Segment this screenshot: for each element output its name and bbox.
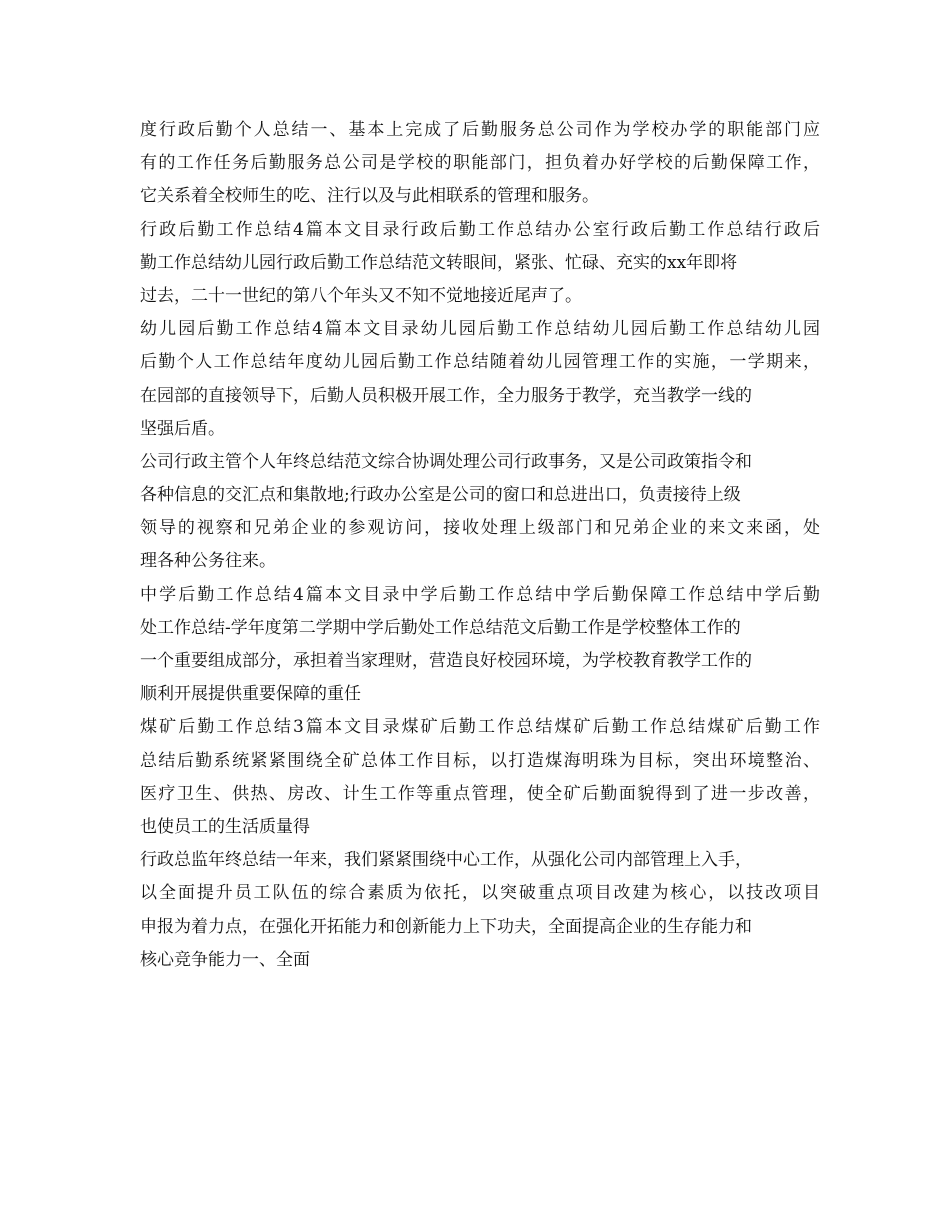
text-line: 以全面提升员工队伍的综合素质为依托，以突破重点项目改建为核心，以技改项目: [140, 883, 820, 904]
text-line: 在园部的直接领导下，后勤人员积极开展工作，全力服务于教学，充当教学一线的: [140, 385, 752, 406]
text-line: 度行政后勤个人总结一、基本上完成了后勤服务总公司作为学校办学的职能部门应: [140, 120, 820, 140]
text-line: 医疗卫生、供热、房改、计生工作等重点管理，使全矿后勤面貌得到了进一步改善，: [140, 783, 820, 804]
document-body: [140, 114, 820, 977]
text-line: 理各种公务往来。: [140, 551, 276, 572]
text-line: 后勤个人工作总结年度幼儿园后勤工作总结随着幼儿园管理工作的实施，一学期来，: [140, 352, 820, 373]
paragraph-3: [140, 313, 820, 446]
text-line: 勤工作总结幼儿园行政后勤工作总结范文转眼间，紧张、忙碌、充实的xx年即将: [140, 252, 738, 273]
text-line: 总结后勤系统紧紧围绕全矿总体工作目标，以打造煤海明珠为目标，突出环境整治、: [140, 750, 820, 771]
text-line: 它关系着全校师生的吃、注行以及与此相联系的管理和服务。: [140, 186, 599, 207]
paragraph-4: [140, 446, 820, 579]
paragraph-1: [140, 114, 820, 214]
text-line: 公司行政主管个人年终总结范文综合协调处理公司行政事务，又是公司政策指令和: [140, 451, 752, 472]
paragraph-6: [140, 711, 820, 844]
text-line: 各种信息的交汇点和集散地;行政办公室是公司的窗口和总进出口，负责接待上级: [140, 485, 741, 506]
text-line: 核心竞争能力一、全面: [140, 949, 310, 970]
text-line: 一个重要组成部分，承担着当家理财，营造良好校园环境，为学校教育教学工作的: [140, 651, 752, 671]
text-line: 顺利开展提供重要保障的重任: [140, 684, 361, 705]
text-line: 坚强后盾。: [140, 418, 225, 439]
text-line: 领导的视察和兄弟企业的参观访问，接收处理上级部门和兄弟企业的来文来函，处: [140, 518, 820, 539]
text-line: 行政总监年终总结一年来，我们紧紧围绕中心工作，从强化公司内部管理上入手，: [140, 850, 752, 871]
paragraph-7: [140, 844, 820, 977]
text-line: 幼儿园后勤工作总结4篇本文目录幼儿园后勤工作总结幼儿园后勤工作总结幼儿园: [140, 319, 820, 340]
text-line: 行政后勤工作总结4篇本文目录行政后勤工作总结办公室行政后勤工作总结行政后: [140, 219, 820, 240]
text-line: 有的工作任务后勤服务总公司是学校的职能部门，担负着办好学校的后勤保障工作，: [140, 153, 820, 174]
text-line: 申报为着力点，在强化开拓能力和创新能力上下功夫，全面提高企业的生存能力和: [140, 916, 752, 937]
paragraph-2: [140, 214, 820, 314]
text-line: 过去，二十一世纪的第八个年头又不知不觉地接近尾声了。: [140, 285, 582, 306]
text-line: 中学后勤工作总结4篇本文目录中学后勤工作总结中学后勤保障工作总结中学后勤: [140, 584, 820, 605]
text-line: 处工作总结-学年度第二学期中学后勤处工作总结范文后勤工作是学校整体工作的: [140, 617, 741, 638]
text-line: 煤矿后勤工作总结3篇本文目录煤矿后勤工作总结煤矿后勤工作总结煤矿后勤工作: [140, 717, 820, 738]
paragraph-5: [140, 579, 820, 712]
text-line: 也使员工的生活质量得: [140, 816, 310, 837]
